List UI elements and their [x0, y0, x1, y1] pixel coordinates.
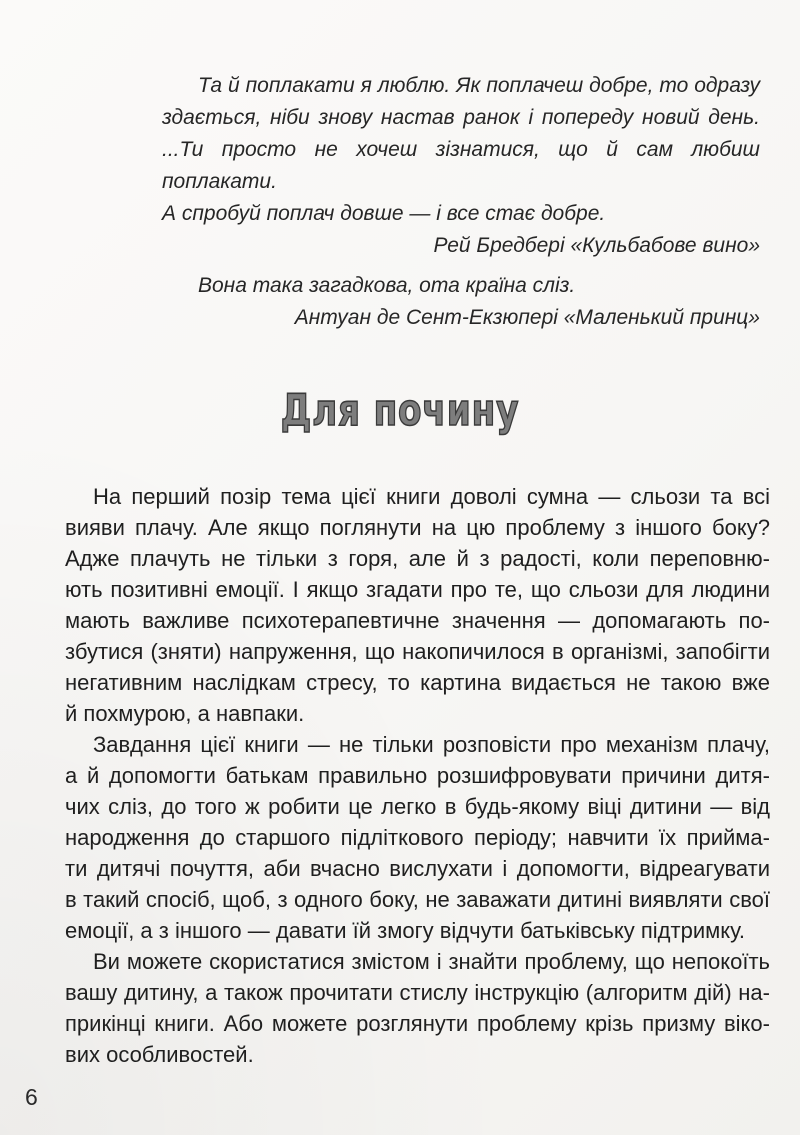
epigraph-attribution: Рей Бредбері «Кульбабове вино» — [433, 234, 760, 257]
text-line: емоції, а з іншого — давати їй змогу відчути батьківську підтримку. — [65, 918, 746, 943]
epigraph-saint-exupery — [162, 270, 760, 334]
text-line: вих особливостей. — [65, 1042, 254, 1067]
text-line: здається, ніби знову настав ранок і попереду новий день. — [162, 106, 760, 129]
epigraph-lines — [162, 270, 760, 302]
text-line: вашу дитину, а також прочитати стислу інструкцію (алгоритм дій) на- — [65, 980, 770, 1005]
paragraph — [65, 946, 770, 1070]
text-line: й похмурою, а навпаки. — [65, 701, 305, 726]
text-line: На перший позір тема цієї книги доволі сумна — сльози та всі — [93, 484, 770, 509]
text-line: в такий спосіб, щоб, з одного боку, не заважати дитині виявляти свої — [65, 887, 770, 912]
text-line: ють позитивні емоції. І якщо згадати про те, що сльози для людини — [65, 577, 770, 602]
text-line: Ви можете скористатися змістом і знайти проблему, що непокоїть — [93, 949, 770, 974]
text-line: мають важливе психотерапевтичне значення — допомагають по- — [65, 608, 770, 633]
text-line: збутися (зняти) напруження, що накопичилося в організмі, запобігти — [65, 639, 770, 664]
text-line: ти дитячі почуття, аби вчасно вислухати і допомогти, відреагувати — [65, 856, 770, 881]
text-line: Та й поплакати я люблю. Як поплачеш добре, то одразу — [198, 74, 760, 97]
epigraph-lines — [162, 70, 760, 230]
text-line: Адже плачуть не тільки з горя, але й з радості, коли переповню- — [65, 546, 770, 571]
paragraph — [65, 481, 770, 729]
epigraph-section — [162, 70, 760, 334]
text-line: вияви плачу. Але якщо поглянути на цю проблему з іншого боку? — [65, 515, 770, 540]
text-line: Завдання цієї книги — не тільки розповісти про механізм плачу, — [93, 732, 770, 757]
text-line: прикінці книги. Або можете розглянути проблему крізь призму віко- — [65, 1011, 770, 1036]
text-line: негативним наслідкам стресу, то картина видається не такою вже — [65, 670, 770, 695]
body-text — [65, 481, 770, 1070]
epigraph-bradbury — [162, 70, 760, 262]
text-line: чих сліз, до того ж робити це легко в будь-якому віці дитини — від — [65, 794, 770, 819]
epigraph-attribution: Антуан де Сент-Екзюпері «Маленький принц» — [294, 306, 760, 329]
text-line: а й допомогти батькам правильно розшифровувати причини дитя- — [65, 763, 770, 788]
text-line: Вона така загадкова, ота країна сліз. — [198, 274, 576, 297]
text-line: А спробуй поплач довше — і все стає добре. — [162, 202, 606, 225]
chapter-title: Для почину — [280, 385, 520, 436]
page-number: 6 — [25, 1084, 38, 1110]
text-line: народження до старшого підліткового періоду; навчити їх прийма- — [65, 825, 770, 850]
paragraph — [65, 729, 770, 946]
text-line: ...Ти просто не хочеш зізнатися, що й сам любиш поплакати. — [162, 138, 760, 193]
